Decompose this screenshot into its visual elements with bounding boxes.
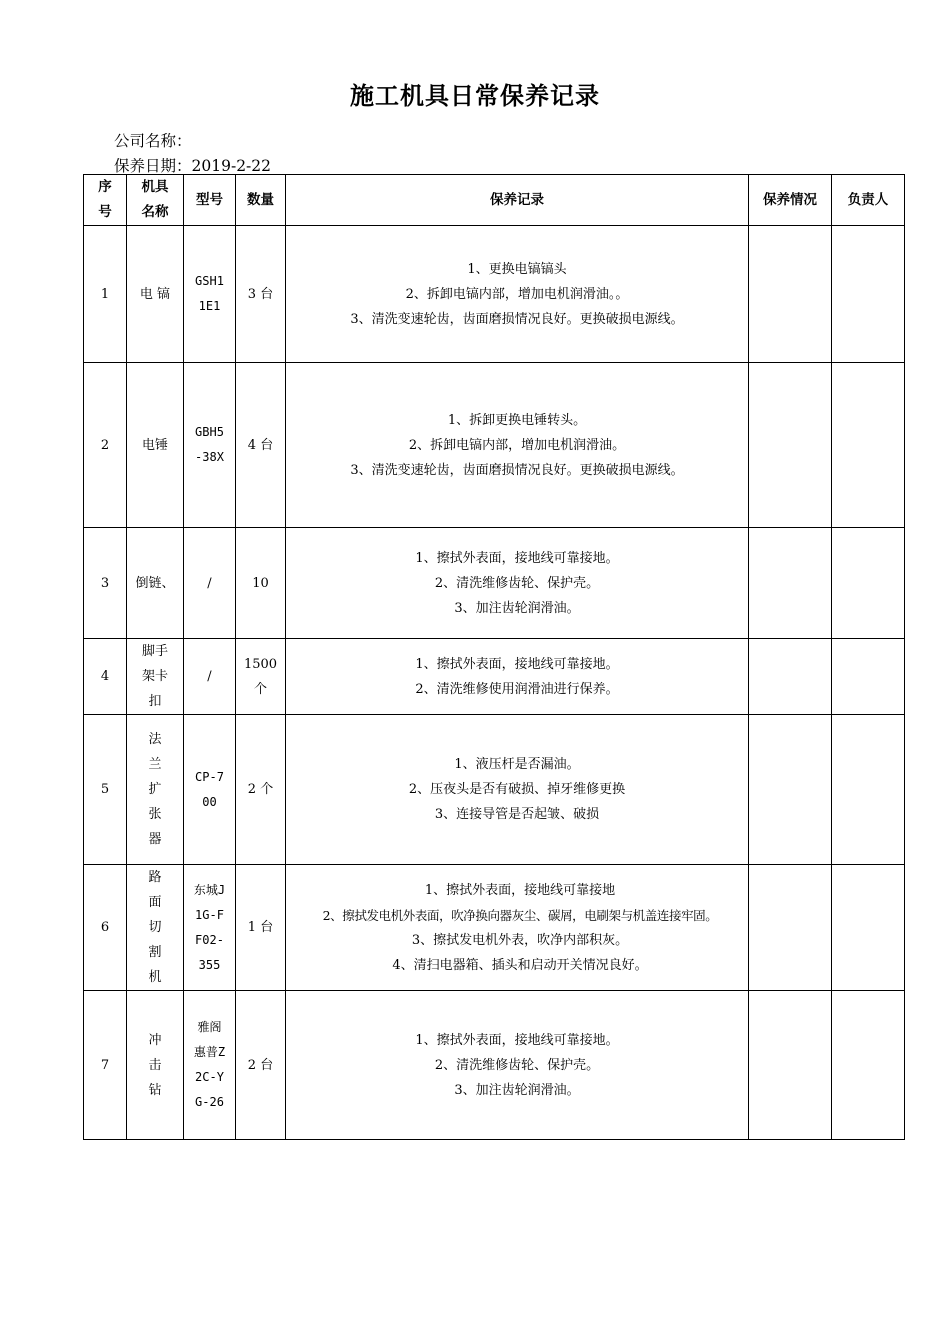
- record-line: 3、连接导管是否起皱、破损: [434, 807, 600, 822]
- row-status: [749, 639, 832, 715]
- row-seq: 7: [84, 991, 127, 1140]
- maintenance-date-field: [114, 154, 271, 176]
- row-owner: [832, 715, 905, 865]
- date-value: 2019-2-22: [191, 157, 272, 175]
- row-model: GBH5-38X: [184, 363, 236, 528]
- header-model: 型号: [184, 175, 236, 226]
- table-row: [84, 865, 905, 991]
- company-name-field: [114, 129, 192, 151]
- table-row: [84, 226, 905, 363]
- record-line: 1、拆卸更换电锤转头。: [447, 412, 587, 428]
- row-owner: [832, 226, 905, 363]
- row-model: 东城J1G-FF02-355: [184, 865, 236, 991]
- row-status: [749, 715, 832, 865]
- row-name: 倒链、: [127, 528, 184, 639]
- row-records: [286, 639, 749, 715]
- row-owner: [832, 528, 905, 639]
- row-name: 电 镐: [127, 226, 184, 363]
- row-model: GSH11E1: [184, 226, 236, 363]
- row-qty: 1 台: [236, 865, 286, 991]
- row-name: 脚手架卡扣: [127, 639, 184, 715]
- header-record: 保养记录: [286, 175, 749, 226]
- record-line: 1、擦拭外表面，接地线可靠接地。: [415, 656, 619, 672]
- row-owner: [832, 865, 905, 991]
- company-label: 公司名称：: [114, 132, 192, 150]
- row-status: [749, 528, 832, 639]
- table-row: [84, 991, 905, 1140]
- header-qty: 数量: [236, 175, 286, 226]
- record-line: 2、压夜头是否有破损、掉牙维修更换: [408, 782, 626, 797]
- date-label: 保养日期：: [114, 157, 192, 175]
- record-line: 1、擦拭外表面，接地线可靠接地: [424, 882, 616, 898]
- record-line: 2、拆卸电镐内部，增加电机润滑油。。: [405, 286, 629, 302]
- row-records: [286, 363, 749, 528]
- maintenance-record-table: [83, 174, 905, 1140]
- row-seq: 5: [84, 715, 127, 865]
- row-name: 法兰扩张器: [127, 715, 184, 865]
- row-status: [749, 363, 832, 528]
- row-name: 冲击钻: [127, 991, 184, 1140]
- record-line: 3、加注齿轮润滑油。: [454, 600, 580, 616]
- row-records: [286, 528, 749, 639]
- record-line: 1、擦拭外表面，接地线可靠接地。: [415, 550, 619, 566]
- header-owner: 负责人: [832, 175, 905, 226]
- row-seq: 2: [84, 363, 127, 528]
- table-header-row: [84, 175, 905, 226]
- row-seq: 1: [84, 226, 127, 363]
- row-qty: 2 台: [236, 991, 286, 1140]
- table-row: [84, 715, 905, 865]
- row-owner: [832, 639, 905, 715]
- row-status: [749, 865, 832, 991]
- record-line: 1、擦拭外表面，接地线可靠接地。: [415, 1032, 619, 1048]
- row-seq: 4: [84, 639, 127, 715]
- row-model: /: [184, 528, 236, 639]
- record-line: 4、清扫电器箱、插头和启动开关情况良好。: [392, 957, 648, 973]
- row-status: [749, 226, 832, 363]
- record-line: 2、清洗维修齿轮、保护壳。: [434, 575, 600, 591]
- record-line: 1、液压杆是否漏油。: [454, 757, 580, 772]
- row-status: [749, 991, 832, 1140]
- header-status: 保养情况: [749, 175, 832, 226]
- row-model: /: [184, 639, 236, 715]
- row-records: [286, 715, 749, 865]
- row-model: 雅阁惠普Z2C-YG-26: [184, 991, 236, 1140]
- row-seq: 6: [84, 865, 127, 991]
- record-line: 3、清洗变速轮齿，齿面磨损情况良好。更换破损电源线。: [350, 462, 684, 478]
- row-records: [286, 226, 749, 363]
- row-name: 路面切割机: [127, 865, 184, 991]
- row-seq: 3: [84, 528, 127, 639]
- record-line: 1、更换电镐镐头: [467, 261, 567, 277]
- row-owner: [832, 363, 905, 528]
- record-line: 2、拆卸电镐内部，增加电机润滑油。: [408, 437, 626, 453]
- header-seq: 序号: [84, 175, 127, 226]
- row-qty: 10: [236, 528, 286, 639]
- row-qty: 3 台: [236, 226, 286, 363]
- table-row: [84, 363, 905, 528]
- row-records: [286, 991, 749, 1140]
- header-name: 机具名称: [127, 175, 184, 226]
- row-qty: 1500个: [236, 639, 286, 715]
- row-records: [286, 865, 749, 991]
- row-qty: 4 台: [236, 363, 286, 528]
- table-row: [84, 639, 905, 715]
- record-line: 3、加注齿轮润滑油。: [454, 1082, 580, 1098]
- record-line: 3、擦拭发电机外表，吹净内部积灰。: [411, 932, 629, 948]
- row-name: 电锤: [127, 363, 184, 528]
- page-title: 施工机具日常保养记录: [350, 82, 600, 110]
- record-line: 3、清洗变速轮齿，齿面磨损情况良好。更换破损电源线。: [350, 311, 684, 327]
- row-owner: [832, 991, 905, 1140]
- row-qty: 2 个: [236, 715, 286, 865]
- record-line: 2、清洗维修使用润滑油进行保养。: [415, 681, 619, 697]
- row-model: CP-700: [184, 715, 236, 865]
- record-line: 2、清洗维修齿轮、保护壳。: [434, 1057, 600, 1073]
- record-line: 2、擦拭发电机外表面，吹净换向器灰尘、碳屑，电刷架与机盖连接牢固。: [322, 907, 718, 923]
- table-row: [84, 528, 905, 639]
